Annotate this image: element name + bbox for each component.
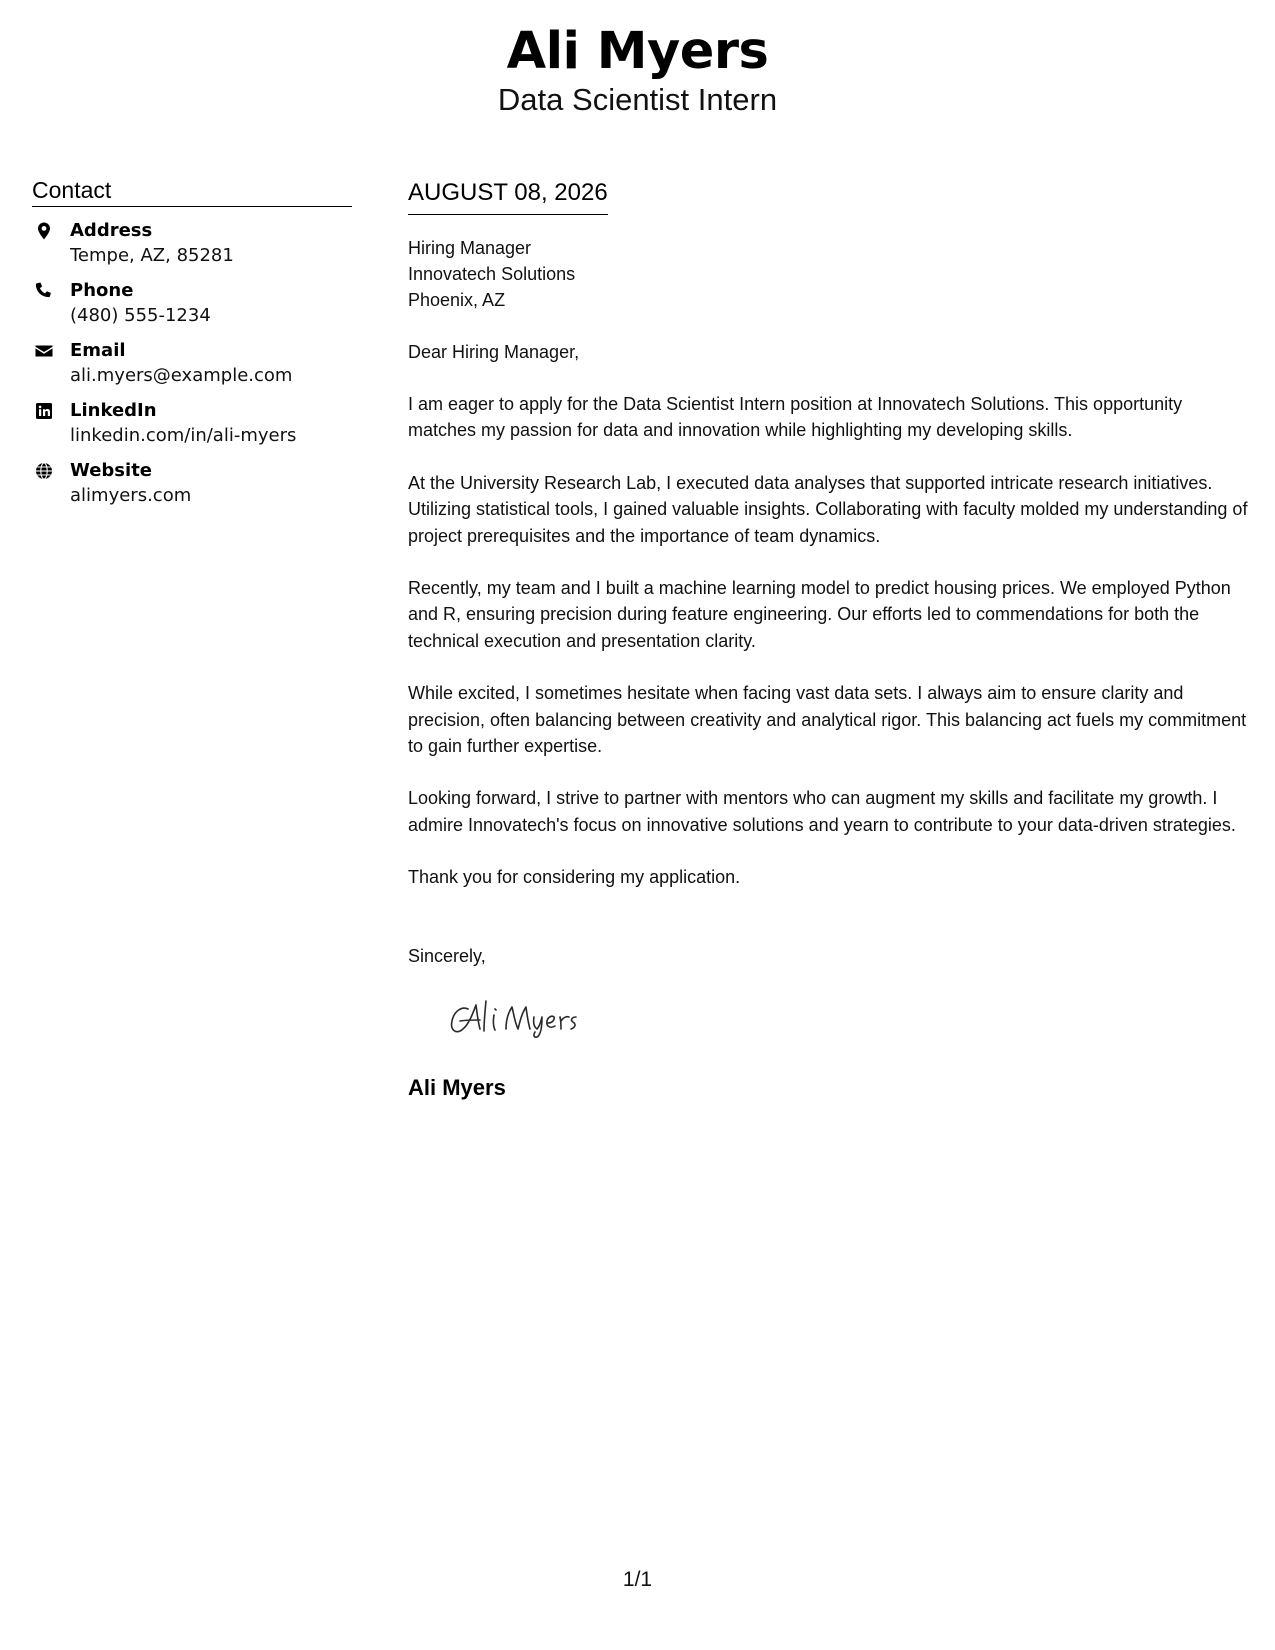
- body-paragraph: Looking forward, I strive to partner with mentors who can augment my skills and facilitate my growth. I admire Innovatech's focus on innovative solutions and yearn to contribute to your data-driven strategies.: [408, 788, 1236, 835]
- contact-value: ali.myers@example.com: [70, 365, 293, 386]
- letter-date: AUGUST 08, 2026: [408, 178, 608, 215]
- contact-item-website: [32, 459, 352, 508]
- contact-list: [32, 219, 352, 508]
- envelope-icon: [34, 341, 54, 361]
- contact-label: Website: [70, 460, 153, 481]
- contact-value: linkedin.com/in/ali-myers: [70, 425, 297, 446]
- map-pin-icon: [34, 221, 54, 241]
- contact-label: Address: [70, 220, 153, 241]
- body-paragraph: Recently, my team and I built a machine learning model to predict housing prices. We employed Python and R, ensuring precision during feature engineering. Our efforts led to commendations for both the technical execution and presentation clarity.: [408, 578, 1231, 651]
- contact-label: LinkedIn: [70, 400, 157, 421]
- recipient-line: Hiring Manager: [408, 238, 532, 258]
- recipient-line: Innovatech Solutions: [408, 264, 576, 284]
- contact-item-phone: [32, 279, 352, 328]
- page-number: 1/1: [622, 1568, 653, 1591]
- letter-body: [408, 178, 1248, 1102]
- closing: Sincerely,: [408, 945, 486, 966]
- contact-label: Phone: [70, 280, 134, 301]
- recipient-block: [408, 235, 1248, 313]
- contact-value: (480) 555-1234: [70, 305, 211, 326]
- contact-item-email: [32, 339, 352, 388]
- letter-header: [0, 22, 1275, 118]
- recipient-line: Phoenix, AZ: [408, 290, 506, 310]
- contact-item-linkedin: [32, 399, 352, 448]
- contact-value: Tempe, AZ, 85281: [70, 245, 234, 266]
- phone-icon: [34, 281, 54, 301]
- linkedin-icon: [34, 401, 54, 421]
- contact-label: Email: [70, 340, 126, 361]
- body-paragraph: I am eager to apply for the Data Scientist Intern position at Innovatech Solutions. This opportunity matches my passion for data and innovation while highlighting my developing skills.: [408, 394, 1183, 441]
- job-title: Data Scientist Intern: [497, 82, 778, 117]
- body-paragraph: While excited, I sometimes hesitate when facing vast data sets. I always aim to ensure clarity and precision, often balancing between creativity and analytical rigor. This balancing act fuels my commitment to gain further expertise.: [408, 683, 1247, 757]
- contact-sidebar: [32, 176, 352, 519]
- globe-icon: [34, 461, 54, 481]
- body-paragraph: At the University Research Lab, I executed data analyses that supported intricate research initiatives. Utilizing statistical tools, I gained valuable insights. Collaborating with faculty molded my understanding of project prerequisites and the importance of team dynamics.: [408, 472, 1248, 546]
- applicant-name: Ali Myers: [506, 22, 769, 81]
- body-paragraph: Thank you for considering my application.: [408, 867, 741, 888]
- contact-section-title: Contact: [32, 176, 352, 207]
- contact-item-address: [32, 219, 352, 268]
- contact-value: alimyers.com: [70, 485, 192, 506]
- signer-name: Ali Myers: [408, 1074, 506, 1100]
- salutation: Dear Hiring Manager,: [408, 342, 580, 362]
- handwritten-signature: [446, 987, 646, 1047]
